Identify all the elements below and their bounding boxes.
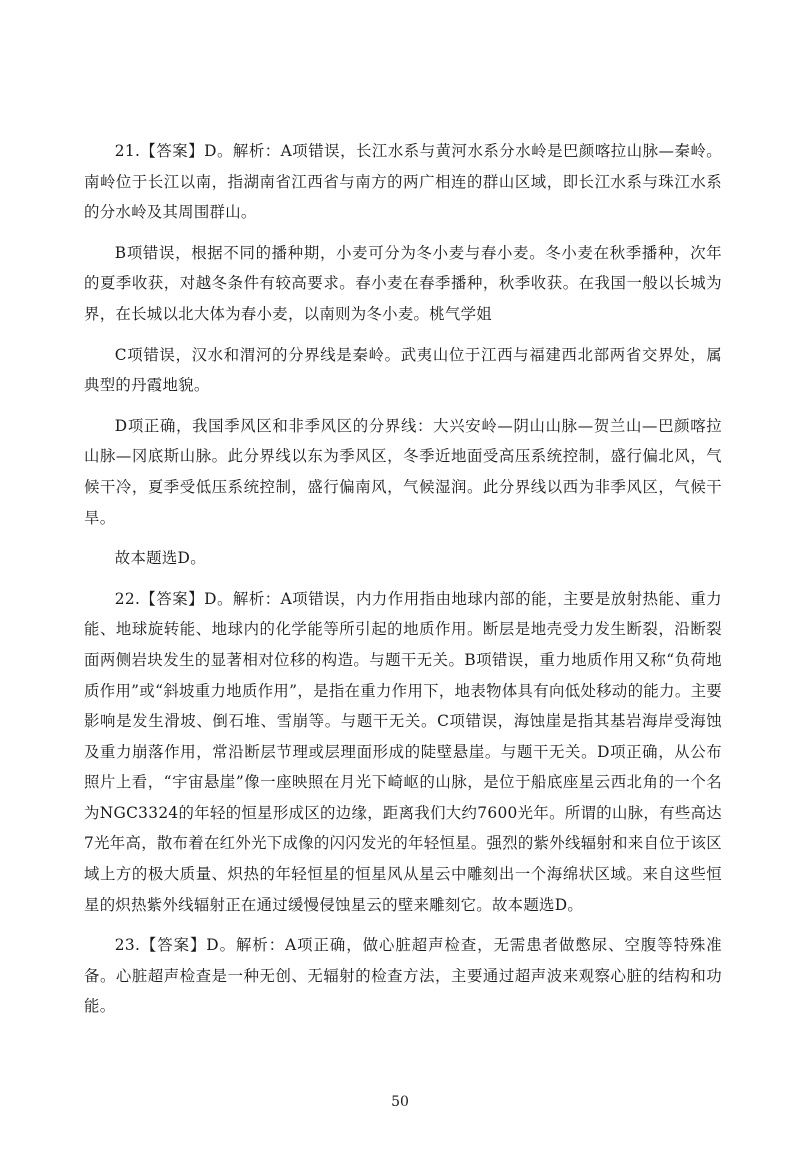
paragraph-q21-conclusion: 故本题选D。 bbox=[114, 549, 206, 568]
paragraph-q21-option-b: B项错误，根据不同的播种期，小麦可分为冬小麦与春小麦。冬小麦在秋季播种，次年的夏季收获，对越冬条件有较高要求。春小麦在春季播种，秋季收获。在我国一般以长城为界，在长城以北大体为春小麦，以南则为冬小麦。桃气学姐 bbox=[84, 243, 722, 323]
answer-explanations bbox=[84, 136, 722, 1032]
page-number: 50 bbox=[391, 1094, 409, 1110]
paragraph-q21: 21.【答案】D。解析：A项错误，长江水系与黄河水系分水岭是巴颜喀拉山脉—秦岭。南岭位于长江以南，指湖南省江西省与南方的两广相连的群山区域，即长江水系与珠江水系的分水岭及其周围群山。 bbox=[84, 142, 722, 222]
paragraph-q21-option-d: D项正确，我国季风区和非季风区的分界线：大兴安岭—阴山山脉—贺兰山—巴颜喀拉山脉—冈底斯山脉。此分界线以东为季风区，冬季近地面受高压系统控制，盛行偏北风，气候干冷，夏季受低压系统控制，盛行偏南风，气候湿润。此分界线以西为非季风区，气候干旱。 bbox=[84, 416, 722, 527]
paragraph-q21-option-c: C项错误，汉水和渭河的分界线是秦岭。武夷山位于江西与福建西北部两省交界处，属典型的丹霞地貌。 bbox=[84, 345, 722, 395]
paragraph-q23: 23.【答案】D。解析：A项正确，做心脏超声检查，无需患者做憋尿、空腹等特殊准备。心脏超声检查是一种无创、无辐射的检查方法，主要通过超声波来观察心脏的结构和功能。 bbox=[84, 936, 722, 1016]
paragraph-q22: 22.【答案】D。解析：A项错误，内力作用指由地球内部的能，主要是放射热能、重力能、地球旋转能、地球内的化学能等所引起的地质作用。断层是地壳受力发生断裂，沿断裂面两侧岩块发生的显著相对位移的构造。与题干无关。B项错误，重力地质作用又称“负荷地质作用”或“斜坡重力地质作用”，是指在重力作用下，地表物体具有向低处移动的能力。主要影响是发生滑坡、倒石堆、雪崩等。与题干无关。C项错误，海蚀崖是指其基岩海岸受海蚀及重力崩落作用，常沿断层节理或层理面形成的陡壁悬崖。与题干无关。D项正确，从公布照片上看，“宇宙悬崖”像一座映照在月光下崎岖的山脉，是位于船底座星云西北角的一个名为NGC3324的年轻的恒星形成区的边缘，距离我们大约7600光年。所谓的山脉，有些高达7光年高，散布着在红外光下成像的闪闪发光的年轻恒星。强烈的紫外线辐射和来自位于该区域上方的极大质量、炽热的年轻恒星的恒星风从星云中雕刻出一个海绵状区域。来自这些恒星的炽热紫外线辐射正在通过缓慢侵蚀星云的壁来雕刻它。故本题选D。 bbox=[84, 589, 722, 914]
